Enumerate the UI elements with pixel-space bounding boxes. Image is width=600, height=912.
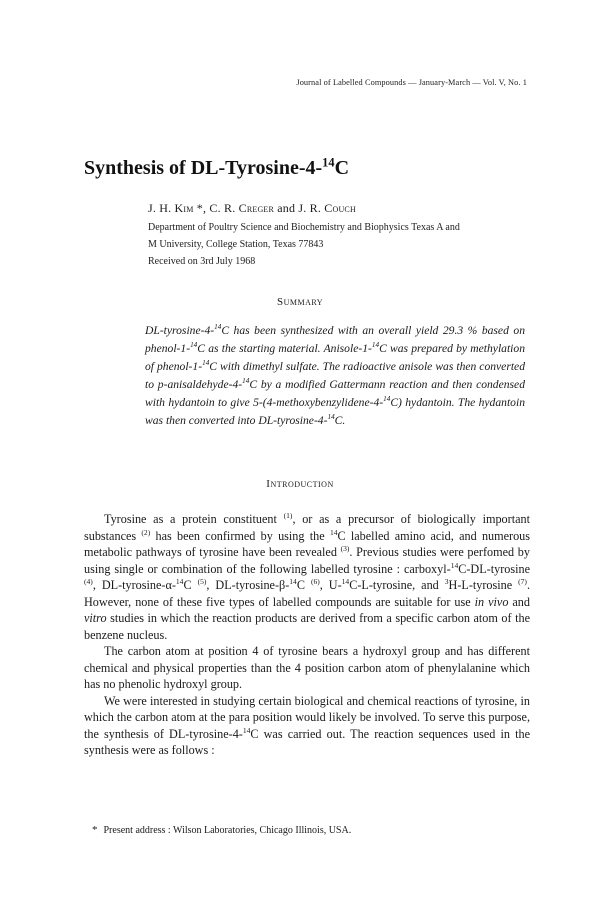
footnote-mark: * [92, 824, 98, 836]
summary-span: DL-tyrosine-4- [145, 324, 215, 337]
citation-ref: (4) [84, 576, 93, 586]
summary-span: C. [334, 414, 346, 427]
text-span: Tyrosine as a protein constituent [104, 512, 284, 526]
author-2-surname: Creger [238, 201, 275, 215]
summary-sup: 14 [242, 377, 250, 386]
affiliation [148, 219, 538, 270]
author-list [148, 201, 356, 216]
author-1-footnote-mark: *, [193, 201, 210, 215]
author-3-initials: J. R. [298, 201, 325, 215]
text-span: , DL-tyrosine-β- [206, 578, 290, 592]
summary-sup: 14 [190, 341, 198, 350]
isotope-sup: 14 [242, 725, 251, 735]
text-span: , DL-tyrosine-α- [92, 578, 176, 592]
footnote-text: Present address : Wilson Laboratories, Chicago Illinois, USA. [103, 825, 352, 836]
isotope-sup: 14 [175, 576, 184, 586]
summary-span: C was prepared by methylation of phenol-1- [145, 342, 525, 373]
summary-sup: 14 [371, 341, 380, 350]
summary-span: C as the starting material. Anisole-1- [197, 342, 372, 355]
summary-sup: 14 [202, 359, 210, 368]
article-title [84, 157, 349, 180]
author-1-surname: Kim [174, 201, 194, 215]
text-span: , U- [319, 578, 342, 592]
summary-sup: 14 [383, 395, 391, 404]
text-span: C labelled amino acid, and numerous metabolic pathways of tyrosine have been revealed [84, 528, 531, 559]
intro-paragraph-3 [84, 693, 530, 759]
summary-span: C by a modified Gattermann reaction and then condensed with hydantoin to give 5-(4-methoxybenzylidene-4- [145, 378, 526, 409]
text-span: C was carried out. The reaction sequences used in the synthesis were as follows : [84, 726, 530, 757]
text-span: . Previous studies were perfomed by using single or combination of the following labelled tyrosine : carboxyl- [84, 545, 530, 576]
author-3-surname: Couch [324, 201, 356, 215]
text-span: C [296, 578, 311, 592]
text-span: C-L-tyrosine, and [349, 578, 445, 592]
citation-ref: (3) [340, 543, 350, 553]
text-span: . However, none of these five types of labelled compounds are suitable for use [84, 578, 530, 609]
title-text: Synthesis of DL-Tyrosine-4- [84, 157, 323, 179]
introduction-heading: Introduction [266, 478, 334, 490]
isotope-sup: 14 [289, 576, 297, 586]
summary-sup: 14 [214, 323, 222, 332]
title-superscript: 14 [322, 155, 335, 170]
citation-ref: (7) [518, 576, 527, 586]
author-conjunction: and [274, 201, 299, 215]
affiliation-line-1: Department of Poultry Science and Biochemistry and Biophysics Texas A and [148, 222, 460, 233]
citation-ref: (1) [283, 510, 293, 520]
italic-term: in vivo [474, 594, 509, 609]
text-span: and [508, 594, 530, 609]
isotope-sup: 14 [329, 527, 338, 537]
title-suffix: C [334, 157, 350, 179]
summary-span: C with dimethyl sulfate. The radioactive anisole was then converted to p-anisaldehyde-4- [145, 360, 525, 391]
text-span: H-L-tyrosine [448, 578, 519, 592]
isotope-sup: 3 [444, 576, 449, 586]
footnote [92, 824, 351, 836]
text-span: , or as a precursor of biologically important substances [84, 512, 530, 543]
affiliation-line-2: M University, College Station, Texas 77843 [148, 239, 324, 250]
intro-paragraph-1 [84, 511, 530, 643]
summary-span: C has been synthesized with an overall yield 29.3 % based on phenol-1- [145, 324, 525, 355]
running-head: Journal of Labelled Compounds — January-March — Vol. V, No. 1 [296, 78, 527, 87]
text-span: C-DL-tyrosine [458, 561, 530, 576]
received-date: Received on 3rd July 1968 [148, 256, 256, 267]
citation-ref: (6) [310, 576, 320, 586]
text-span: has been confirmed by using the [150, 528, 330, 543]
citation-ref: (5) [197, 576, 207, 586]
intro-paragraph-2: The carbon atom at position 4 of tyrosine bears a hydroxyl group and has different chemical and physical properties than the 4 position carbon atom of phenylalanine which has no phenolic hydroxyl group. [84, 644, 530, 691]
citation-ref: (2) [141, 527, 151, 537]
summary-span: C) hydantoin. The hydantoin was then converted into DL-tyrosine-4- [145, 396, 525, 427]
introduction-body [84, 511, 530, 759]
isotope-sup: 14 [341, 576, 350, 586]
text-span: studies in which the reaction products are derived from a specific carbon atom of the benzene nucleus. [84, 611, 530, 642]
summary-sup: 14 [327, 413, 335, 422]
summary-heading: Summary [276, 296, 324, 308]
text-span: We were interested in studying certain biological and chemical reactions of tyrosine, in which the carbon atom at the para position would likely be involved. To serve this purpose, the synthesis of DL-tyrosine-4- [84, 693, 530, 741]
italic-term: vitro [84, 611, 107, 625]
author-2-initials: C. R. [209, 201, 239, 215]
summary-text [145, 322, 525, 430]
text-span: C [183, 578, 198, 592]
author-1-initials: J. H. [148, 201, 175, 215]
isotope-sup: 14 [450, 560, 459, 570]
